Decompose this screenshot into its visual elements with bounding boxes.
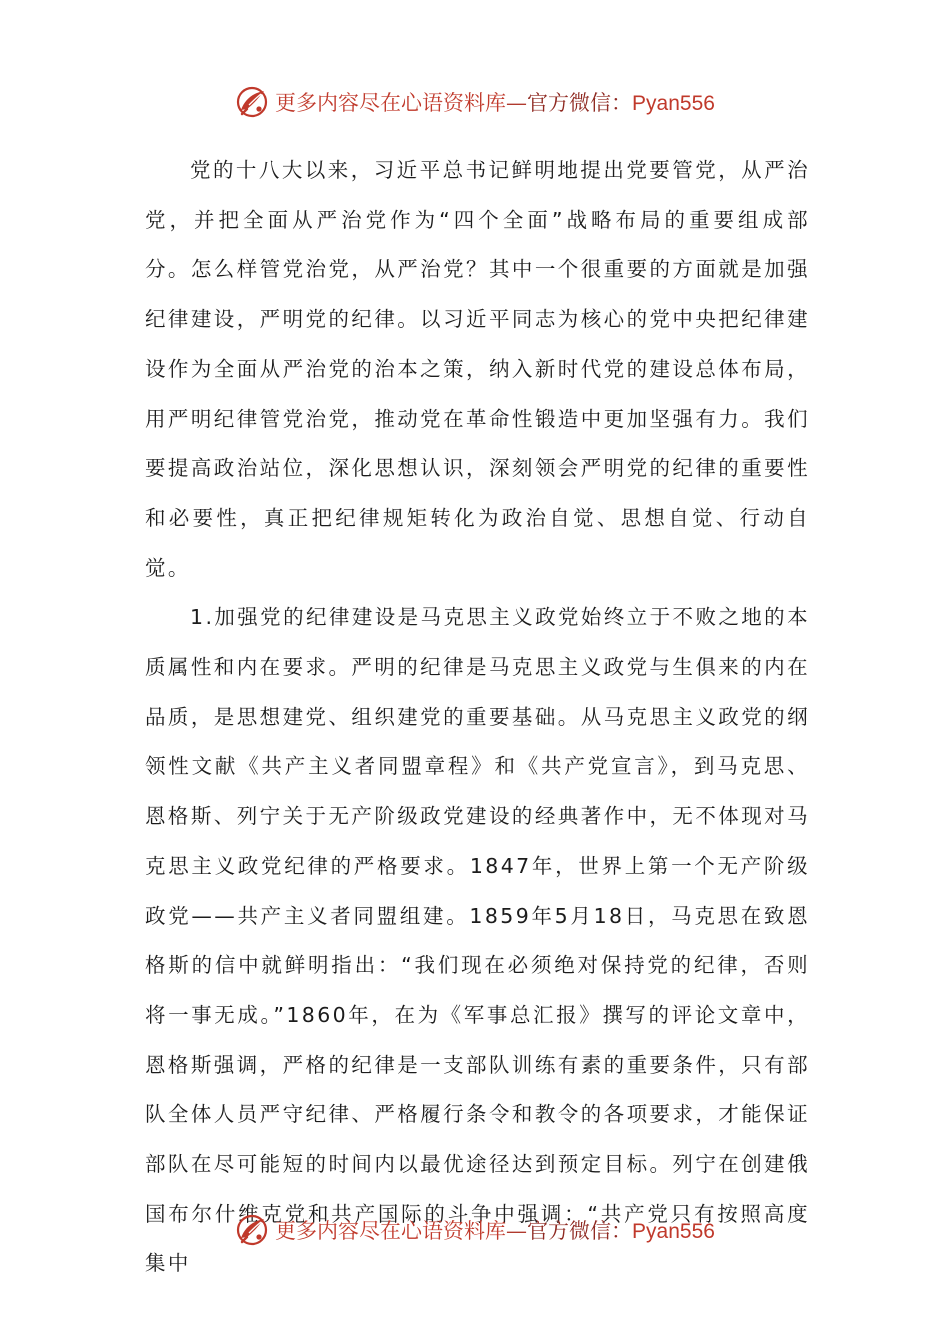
- header-banner-text: [275, 87, 715, 117]
- header-banner-content: [235, 85, 715, 119]
- footer-banner-wechat-label: 官方微信：: [527, 1219, 633, 1243]
- header-banner-dash: —: [506, 91, 528, 115]
- footer-banner-main-text: 更多内容尽在心语资料库: [275, 1219, 507, 1243]
- header-banner-main-text: 更多内容尽在心语资料库: [275, 91, 507, 115]
- body-paragraph-point-1: 1.加强党的纪律建设是马克思主义政党始终立于不败之地的本质属性和内在要求。严明的纪律是马克思主义政党与生俱来的内在品质，是思想建党、组织建党的重要基础。从马克思主义政党的纲领性文献《共产主义者同盟章程》和《共产党宣言》，到马克思、恩格斯、列宁关于无产阶级政党建设的经典著作中，无不体现对马克思主义政党纪律的严格要求。1847年，世界上第一个无产阶级政党——共产主义者同盟组建。1859年5月18日，马克思在致恩格斯的信中就鲜明指出：“我们现在必须绝对保持党的纪律，否则将一事无成。”1860年，在为《军事总汇报》撰写的评论文章中，恩格斯强调，严格的纪律是一支部队训练有素的重要条件，只有部队全体人员严守纪律、严格履行条令和教令的各项要求，才能保证部队在尽可能短的时间内以最优途径达到预定目标。列宁在创建俄国布尔什维克党和共产国际的斗争中强调：“共产党只有按照高度集中: [145, 605, 810, 1276]
- footer-banner-text: [275, 1215, 715, 1245]
- footer-banner: [0, 1210, 950, 1250]
- header-banner: [0, 82, 950, 122]
- document-body: [145, 146, 810, 1289]
- header-banner-wechat-label: 官方微信：: [527, 91, 633, 115]
- pen-nib-logo-icon: [235, 85, 269, 119]
- body-paragraph-intro: 党的十八大以来，习近平总书记鲜明地提出党要管党，从严治党，并把全面从严治党作为“四个全面”战略布局的重要组成部分。怎么样管党治党，从严治党？其中一个很重要的方面就是加强纪律建设，严明党的纪律。以习近平同志为核心的党中央把纪律建设作为全面从严治党的治本之策，纳入新时代党的建设总体布局，用严明纪律管党治党，推动党在革命性锻造中更加坚强有力。我们要提高政治站位，深化思想认识，深刻领会严明党的纪律的重要性和必要性，真正把纪律规矩转化为政治自觉、思想自觉、行动自觉。: [145, 158, 810, 580]
- footer-banner-dash: —: [506, 1219, 528, 1243]
- footer-banner-content: [235, 1213, 715, 1247]
- footer-banner-wechat-account: Pyan556: [632, 1220, 715, 1243]
- pen-nib-logo-icon: [235, 1213, 269, 1247]
- header-banner-wechat-account: Pyan556: [632, 92, 715, 115]
